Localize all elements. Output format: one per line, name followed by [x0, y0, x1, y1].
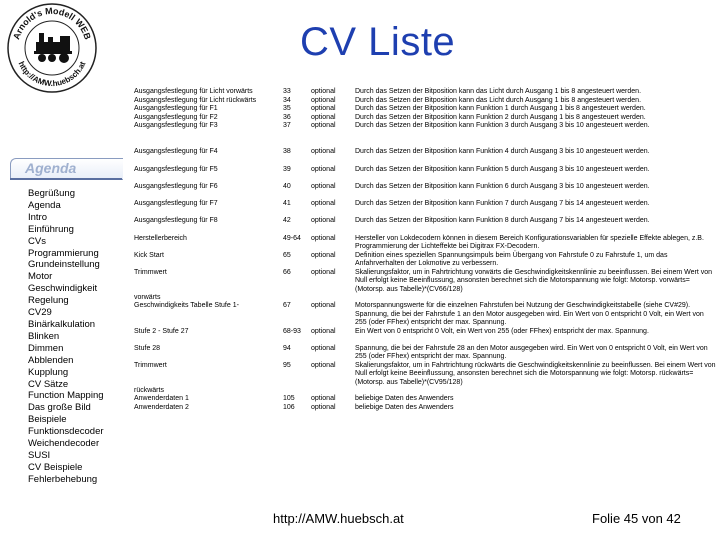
cv-number: 39: [283, 166, 291, 173]
nav-item[interactable]: Einführung: [28, 223, 74, 235]
cv-type: optional: [311, 395, 336, 403]
cv-number: 35: [283, 105, 291, 113]
cv-type: optional: [311, 328, 336, 335]
nav-item[interactable]: SUSI: [28, 449, 51, 461]
cv-description: Skalierungsfaktor, um in Fahrtrichtung vorwärts die Geschwindigkeitskennlinie zu beeinflussen. Bei einem Wert von Null erfolgt keine Beeinflussung, ansonsten berechnet sich die Motorspannung wie folgt: Motorsp. vorwärts=(Motorsp. aus Tabelle)*(CV66/128): [355, 269, 713, 293]
cv-type: optional: [311, 200, 336, 207]
nav-item[interactable]: Binärkalkulation: [28, 318, 96, 330]
cv-name: Ausgangsfestlegung für Licht vorwärts: [134, 88, 253, 95]
cv-type: optional: [311, 217, 336, 224]
cv-name: Anwenderdaten 2: [134, 404, 189, 411]
nav-item[interactable]: Agenda: [28, 199, 61, 211]
cv-type: optional: [311, 404, 336, 411]
cv-name: Trimmwert: [134, 362, 167, 369]
nav-item[interactable]: Programmierung: [28, 247, 99, 259]
cv-name: Herstellerbereich: [134, 235, 187, 242]
cv-number: 65: [283, 252, 291, 259]
cv-name: Ausgangsfestlegung für F8: [134, 217, 218, 224]
nav-item[interactable]: Blinken: [28, 330, 60, 342]
locomotive-icon: [34, 33, 72, 63]
nav-item[interactable]: Begrüßung: [28, 188, 76, 199]
cv-number: 33: [283, 88, 291, 95]
cv-number: 34: [283, 96, 291, 104]
cv-type: optional: [311, 113, 336, 121]
nav-item[interactable]: CV29: [28, 307, 52, 319]
cv-type: optional: [311, 269, 336, 276]
cv-description: Durch das Setzen der Bitposition kann Funktion 1 durch Ausgang 1 bis 8 angesteuert werden.: [355, 105, 646, 113]
cv-description: Durch das Setzen der Bitposition kann Funktion 6 durch Ausgang 3 bis 10 angesteuert werden.: [355, 183, 650, 190]
cv-description: Definition eines speziellen Spannungsimpuls beim Übergang von Fahrstufe 0 zu Fahrstufe 1, um das Anfahrverhalten der Lokmotive zu verbessern.: [355, 252, 668, 268]
cv-description: Motorspannungswerte für die einzelnen Fahrstufen bei Nutzung der Geschwindigkeitstabelle (siehe CV#29). Spannung, die bei der Fahrstufe 1 an den Motor ausgegeben wird. Ein Wert von 0 entspricht 0 Volt, ein Wert von 255 (oder FFhex) entspricht der max. Spannung.: [355, 302, 704, 326]
cv-type: optional: [311, 302, 336, 310]
agenda-heading-tab: [10, 158, 123, 180]
cv-type: optional: [311, 88, 336, 95]
agenda-heading: Agenda: [25, 160, 77, 176]
cv-description: Spannung, die bei der Fahrstufe 28 an den Motor ausgegeben wird. Ein Wert von 0 entspricht 0 Volt, ein Wert von 255 (oder FFhex) entspricht der max. Spannung.: [355, 345, 708, 361]
cv-name: Trimmwert: [134, 269, 167, 276]
cv-type: optional: [311, 345, 336, 352]
cv-description: Durch das Setzen der Bitposition kann Funktion 5 durch Ausgang 3 bis 10 angesteuert werden.: [355, 166, 650, 173]
cv-number: 36: [283, 113, 291, 121]
slide-number: Folie 45 von 42: [592, 511, 681, 526]
nav-item[interactable]: Geschwindigkeit: [28, 283, 98, 295]
cv-description: Hersteller von Lokdecodern können in diesem Bereich Konfigurationsvariablen für spezielle Effekte ablegen, z.B. Programmierung der Lichteffekte bei Digitrax FX-Decodern.: [355, 235, 704, 251]
nav-item[interactable]: Intro: [28, 211, 48, 223]
nav-item[interactable]: Beispiele: [28, 414, 67, 426]
cv-type: optional: [311, 96, 336, 104]
cv-name: Ausgangsfestlegung für Licht rückwärts: [134, 96, 257, 104]
cv-description: Skalierungsfaktor, um in Fahrtrichtung rückwärts die Geschwindigkeitskennlinie zu beeinflussen. Bei einem Wert von Null erfolgt keine Beeinflussung, ansonsten berechnet sich die Motorspannung wie folgt: Motorsp. rückwärts=(Motorsp. aus Tabelle)*(CV95/128): [355, 362, 716, 386]
cv-description: beliebige Daten des Anwenders: [355, 395, 454, 403]
cv-name: Stufe 2 - Stufe 27: [134, 328, 189, 335]
cv-name: Stufe 28: [134, 345, 161, 352]
cv-name: rückwärts Anwenderdaten 1: [134, 387, 189, 403]
nav-item[interactable]: Function Mapping: [28, 390, 104, 402]
nav-item[interactable]: Das große Bild: [28, 402, 91, 414]
cv-number: 38: [283, 148, 291, 155]
logo-text-top: Arnold's Modell WEB: [11, 5, 93, 41]
cv-name: Ausgangsfestlegung für F2: [134, 113, 218, 121]
cv-type: optional: [311, 166, 336, 173]
cv-description: Durch das Setzen der Bitposition kann Funktion 4 durch Ausgang 3 bis 10 angesteuert werden.: [355, 148, 650, 155]
nav-item[interactable]: CV Beispiele: [28, 461, 83, 473]
cv-number: 42: [283, 217, 291, 224]
nav-item[interactable]: Fehlerbehebung: [28, 473, 98, 485]
cv-name: Kick Start: [134, 252, 164, 259]
nav-item[interactable]: Funktionsdecoder: [28, 426, 104, 438]
cv-number: 94: [283, 345, 291, 352]
nav-item[interactable]: Weichendecoder: [28, 438, 100, 450]
nav-item[interactable]: Dimmen: [28, 342, 64, 354]
logo-text-bottom: http://AMW.huebsch.at: [16, 60, 88, 89]
cv-type: optional: [311, 235, 336, 242]
cv-type: optional: [311, 362, 336, 369]
cv-name: Ausgangsfestlegung für F4: [134, 148, 218, 155]
cv-number: 40: [283, 183, 291, 190]
agenda-nav: [28, 188, 128, 486]
cv-number: 95: [283, 362, 291, 369]
nav-item[interactable]: CVs: [28, 235, 46, 247]
cv-name: Ausgangsfestlegung für F1: [134, 105, 218, 113]
nav-item[interactable]: Abblenden: [28, 354, 74, 366]
cv-type: optional: [311, 105, 336, 113]
cv-description: Durch das Setzen der Bitposition kann Funktion 8 durch Ausgang 7 bis 14 angesteuert werden.: [355, 217, 650, 224]
amw-logo: [6, 2, 98, 94]
cv-description: Ein Wert von 0 entspricht 0 Volt, ein Wert von 255 (oder FFhex) entspricht der max. Spannung.: [355, 328, 649, 335]
cv-number: 106: [283, 404, 295, 411]
nav-item[interactable]: CV Sätze: [28, 378, 69, 390]
cv-type: optional: [311, 122, 336, 130]
cv-number: 66: [283, 269, 291, 276]
page-title: CV Liste: [300, 20, 456, 64]
cv-number: 49-64: [283, 235, 301, 242]
cv-number: 67: [283, 302, 291, 310]
cv-number: 37: [283, 122, 291, 130]
cv-type: optional: [311, 252, 336, 259]
nav-item[interactable]: Motor: [28, 271, 53, 283]
cv-type: optional: [311, 183, 336, 190]
cv-type: optional: [311, 148, 336, 155]
nav-item[interactable]: Grundeinstellung: [28, 259, 100, 271]
agenda-divider: [10, 178, 122, 180]
cv-description: Durch das Setzen der Bitposition kann Funktion 2 durch Ausgang 1 bis 8 angesteuert werden.: [355, 113, 646, 121]
cv-number: 105: [283, 395, 295, 403]
cv-description: Durch das Setzen der Bitposition kann das Licht durch Ausgang 1 bis 8 angesteuert werden.: [355, 96, 642, 104]
cv-name: Ausgangsfestlegung für F6: [134, 183, 218, 190]
cv-number: 68-93: [283, 328, 301, 335]
footer-url[interactable]: http://AMW.huebsch.at: [273, 511, 404, 526]
nav-item[interactable]: Regelung: [28, 295, 69, 307]
cv-description: Durch das Setzen der Bitposition kann Funktion 3 durch Ausgang 3 bis 10 angesteuert werden.: [355, 122, 650, 130]
cv-name: Ausgangsfestlegung für F3: [134, 122, 218, 130]
nav-item[interactable]: Kupplung: [28, 366, 69, 378]
cv-number: 41: [283, 200, 291, 207]
cv-name: Ausgangsfestlegung für F5: [134, 166, 218, 173]
cv-description: Durch das Setzen der Bitposition kann das Licht durch Ausgang 1 bis 8 angesteuert werden.: [355, 88, 642, 95]
cv-description: Durch das Setzen der Bitposition kann Funktion 7 durch Ausgang 7 bis 14 angesteuert werden.: [355, 200, 650, 207]
cv-name: Ausgangsfestlegung für F7: [134, 200, 218, 207]
cv-name: vorwärts Geschwindigkeits Tabelle Stufe 1-: [134, 294, 239, 310]
cv-description: beliebige Daten des Anwenders: [355, 404, 454, 411]
